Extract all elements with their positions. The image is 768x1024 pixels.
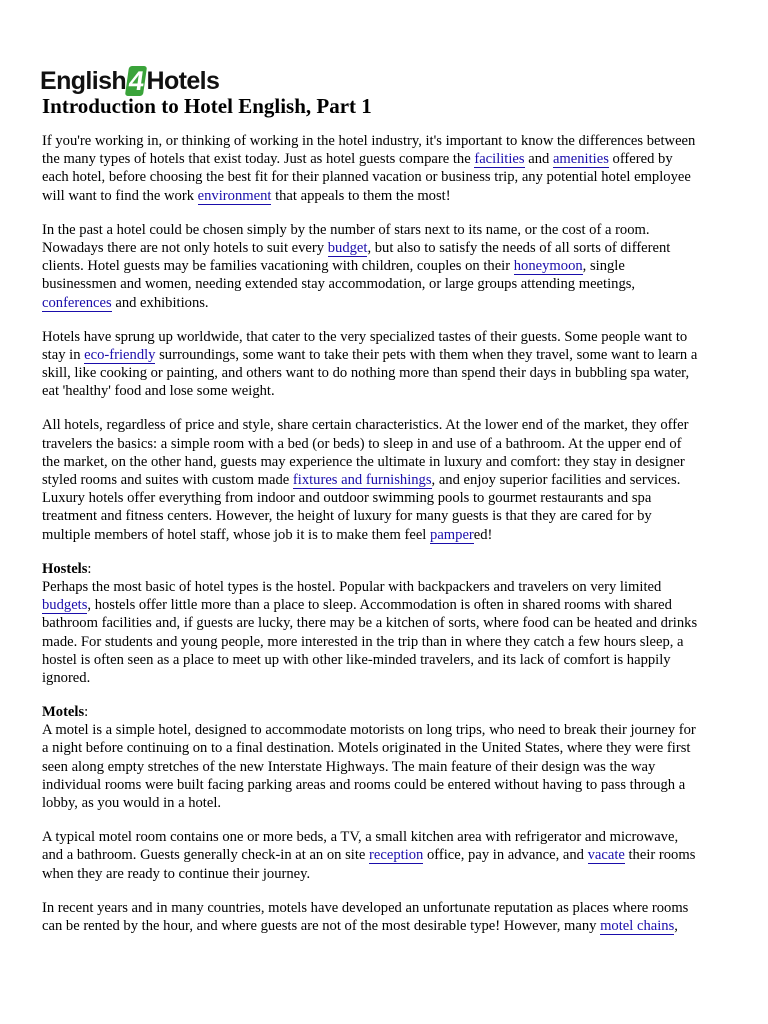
text-line xyxy=(42,328,732,346)
text-line xyxy=(42,596,732,614)
text-run: each hotel, before choosing the best fit for their planned vacation or business trip, any potential hotel employee xyxy=(42,169,691,186)
text-run: If you're working in, or thinking of working in the hotel industry, it's important to know the differences between xyxy=(42,133,696,149)
text-line xyxy=(42,453,732,471)
text-line xyxy=(42,364,732,382)
text-run: and a bathroom. Guests generally check-in at an on site xyxy=(42,847,370,864)
text-line xyxy=(42,416,732,434)
text-run: Perhaps the most basic of hotel types is the hostel. Popular with backpackers and travelers on very limited xyxy=(42,578,662,595)
text-line xyxy=(42,721,732,739)
paragraph xyxy=(42,703,732,812)
section-heading: Motels xyxy=(42,704,85,721)
text-run: clients. Hotel guests may be families vacationing with children, couples on their xyxy=(42,258,514,275)
paragraph-gap xyxy=(42,400,732,416)
text-line xyxy=(42,526,732,544)
text-run: that appeals to them the most! xyxy=(271,187,451,204)
text-line xyxy=(42,187,732,205)
paragraph xyxy=(42,416,732,543)
text-line xyxy=(42,758,732,776)
glossary-link[interactable]: eco-friendly xyxy=(84,346,156,363)
text-run: skill, like cooking or painting, and others want to do nothing more than spend their days in bubbling spa water, xyxy=(42,365,690,382)
text-line xyxy=(42,507,732,525)
text-run: stay in xyxy=(42,346,85,363)
text-line xyxy=(42,346,732,364)
text-line xyxy=(42,257,732,275)
glossary-link[interactable]: pamper xyxy=(430,526,474,543)
glossary-link[interactable]: honeymoon xyxy=(513,258,583,275)
text-run: : xyxy=(87,560,92,577)
text-run: Nowadays there are not only hotels to suit every xyxy=(42,239,328,256)
text-run: their rooms xyxy=(624,847,696,864)
paragraph xyxy=(42,132,732,205)
text-run: , single xyxy=(582,258,625,275)
text-line xyxy=(42,651,732,669)
text-line xyxy=(42,294,732,312)
paragraph xyxy=(42,828,732,883)
text-line xyxy=(42,132,732,150)
paragraph-gap xyxy=(42,812,732,828)
text-line xyxy=(42,471,732,489)
paragraph xyxy=(42,328,732,401)
text-line xyxy=(42,239,732,257)
text-run: ed! xyxy=(473,526,493,543)
text-run: office, pay in advance, and xyxy=(423,847,588,864)
text-run: individual rooms were built facing parking areas and rooms could be entered without having to pass through a xyxy=(42,776,686,793)
text-run: A typical motel room contains one or more beds, a TV, a small kitchen area with refrigerator and microwave, xyxy=(42,829,679,846)
text-run: , xyxy=(674,917,678,934)
text-run: eat 'healthy' food and lose some weight. xyxy=(42,383,275,400)
text-line xyxy=(42,150,732,168)
text-run: and xyxy=(524,151,553,168)
text-run: bathroom facilities and, if guests are lucky, there may be a kitchen of sorts, where food can be heated and drinks xyxy=(42,615,698,632)
text-run: : xyxy=(84,704,89,721)
text-line xyxy=(42,899,732,917)
paragraph-gap xyxy=(42,205,732,221)
text-run: , and enjoy superior facilities and services. xyxy=(431,472,681,488)
glossary-link[interactable]: amenities xyxy=(552,151,609,168)
logo-text-four: 4 xyxy=(126,66,146,96)
text-line xyxy=(42,776,732,794)
text-run: a night before continuing on to a final destination. Motels originated in the United States, where they were first xyxy=(42,740,691,757)
text-run: multiple members of hotel staff, whose job it is to make them feel xyxy=(42,526,431,543)
text-line xyxy=(42,739,732,757)
text-run: the market, on the other hand, guests may experience the ultimate in luxury and comfort: they stay in designer xyxy=(42,453,685,470)
text-run: hostel is often seen as a place to meet up with other like-minded travelers, and its lack of comfort is happily xyxy=(42,651,671,668)
logo-text-hotels: Hotels xyxy=(146,67,220,95)
text-run: ignored. xyxy=(42,669,91,686)
text-run: businessmen and women, needing extended stay accommodation, or large groups attending meetings, xyxy=(42,276,636,293)
glossary-link[interactable]: fixtures and furnishings xyxy=(292,472,432,488)
text-line xyxy=(42,221,732,239)
article-body xyxy=(42,132,732,935)
paragraph xyxy=(42,221,732,312)
text-line xyxy=(42,275,732,293)
text-run: the many types of hotels that exist today. Just as hotel guests compare the xyxy=(42,151,475,168)
paragraph-gap xyxy=(42,312,732,328)
text-run: Luxury hotels offer everything from indoor and outdoor swimming pools to gourmet restaurants and spa xyxy=(42,490,652,507)
text-run: , but also to satisfy the needs of all sorts of different xyxy=(367,239,671,256)
paragraph-gap xyxy=(42,883,732,899)
text-run: styled rooms and suites with custom made xyxy=(42,472,293,488)
text-run: can be rented by the hour, and where guests are not of the most desirable type! However, many xyxy=(42,917,601,934)
text-line xyxy=(42,435,732,453)
text-line xyxy=(42,917,732,935)
paragraph xyxy=(42,560,732,687)
glossary-link[interactable]: conferences xyxy=(42,294,112,311)
text-line xyxy=(42,828,732,846)
section-heading: Hostels xyxy=(42,560,88,577)
text-line xyxy=(42,633,732,651)
text-line xyxy=(42,669,732,687)
text-run: offered by xyxy=(608,151,673,168)
paragraph-gap xyxy=(42,687,732,703)
text-run: will want to find the work xyxy=(42,187,198,204)
text-run: All hotels, regardless of price and style, share certain characteristics. At the lower end of the market, they offer xyxy=(42,417,689,434)
text-run: treatment and fitness centers. However, the height of luxury for many guests is that they are cared for by xyxy=(42,508,652,525)
text-line xyxy=(42,703,732,721)
text-line xyxy=(42,865,732,883)
paragraph-gap xyxy=(42,544,732,560)
text-run: surroundings, some want to take their pets with them when they travel, some want to learn a xyxy=(155,346,698,363)
glossary-link[interactable]: facilities xyxy=(474,151,525,168)
text-run: seen along empty stretches of the new Interstate Highways. The main feature of their design was the way xyxy=(42,758,656,775)
text-run: Hotels have sprung up worldwide, that cater to the very specialized tastes of their guests. Some people want to xyxy=(42,328,688,345)
glossary-link[interactable]: motel chains xyxy=(600,917,675,934)
text-line xyxy=(42,846,732,864)
paragraph xyxy=(42,899,732,935)
text-run: lobby, as you would in a hotel. xyxy=(42,795,222,811)
text-run: made. For students and young people, more interested in the trip than in where they catch a few hours sleep, a xyxy=(42,633,684,650)
logo-text-english: English xyxy=(40,67,127,95)
text-run: In recent years and in many countries, motels have developed an unfortunate reputation as places where rooms xyxy=(42,899,689,916)
glossary-link[interactable]: vacate xyxy=(587,847,625,864)
glossary-link[interactable]: budget xyxy=(327,239,368,256)
text-line xyxy=(42,578,732,596)
text-run: A motel is a simple hotel, designed to accommodate motorists on long trips, who need to break their journey for xyxy=(42,722,696,739)
text-line xyxy=(42,560,732,578)
text-run: and exhibitions. xyxy=(111,294,209,311)
text-line xyxy=(42,614,732,632)
text-line xyxy=(42,168,732,186)
text-run: , hostels offer little more than a place to sleep. Accommodation is often in shared rooms with shared xyxy=(87,597,672,614)
glossary-link[interactable]: environment xyxy=(197,187,272,204)
page-title: Introduction to Hotel English, Part 1 xyxy=(42,94,372,118)
text-run: when they are ready to continue their journey. xyxy=(42,865,311,882)
text-line xyxy=(42,794,732,812)
glossary-link[interactable]: budgets xyxy=(42,597,88,614)
text-run: In the past a hotel could be chosen simply by the number of stars next to its name, or the cost of a room. xyxy=(42,221,650,238)
glossary-link[interactable]: reception xyxy=(369,847,424,864)
text-run: travelers the basics: a simple room with a bed (or beds) to sleep in and use of a bathroom. At the upper end of xyxy=(42,435,682,452)
english4hotels-logo[interactable] xyxy=(40,62,219,96)
text-line xyxy=(42,382,732,400)
text-line xyxy=(42,489,732,507)
